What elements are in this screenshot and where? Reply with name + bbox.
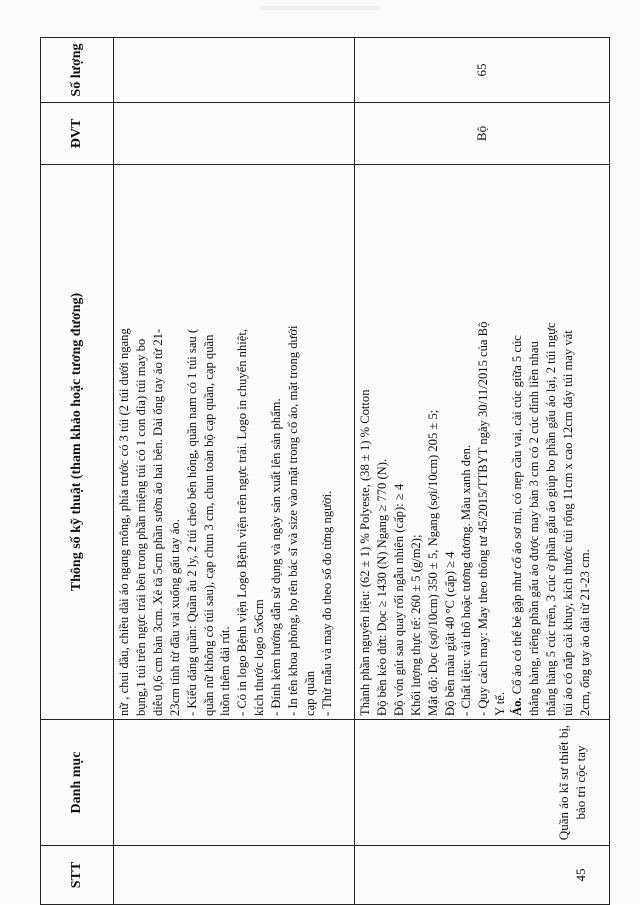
spec-line: diễu 0,6 cm bản 3cm. Xẻ tà 5cm phần sườn áo hai bên. Dài ống tay áo từ 21- — [150, 328, 165, 716]
bleed-through-mark — [260, 6, 380, 10]
spec-line: luồn thêm dải rút. — [218, 626, 233, 716]
spec-line: 23cm tính từ đầu vai xuống gấu tay áo. — [167, 519, 182, 716]
item-name: Quần áo kĩ sư thiết bị, bảo trì cộc tay — [355, 720, 610, 846]
continuation-stt — [114, 846, 355, 905]
item-stt: 45 — [355, 846, 610, 905]
header-unit: ĐVT — [41, 103, 114, 165]
continuation-unit — [114, 103, 355, 165]
spec-line: thẳng hàng 5 cúc trên, 3 cúc ở phần gấu áo giúp bo phần gấu áo lại, 2 túi ngực — [543, 322, 558, 716]
header-stt: STT — [41, 846, 114, 905]
spec-line: Độ bền kéo đứt: Dọc ≥ 1430 (N) Ngang ≥ 770 (N). — [374, 458, 389, 716]
spec-line: Độ bền màu giặt 40 °C (cấp) ≥ 4 — [442, 551, 457, 716]
spec-line: túi áo có nắp cài khuy, kích thước túi rộng 11cm x cao 12cm đáy túi may vát — [560, 330, 575, 716]
spec-line: bụng,1 túi trên ngực trái bên trong phần miệng túi có 1 con đỉa) túi may bo — [133, 338, 148, 716]
spec-line: Thành phần nguyên liệu: (62 ± 1) % Polyeste, (38 ± 1) % Cotton — [358, 389, 372, 716]
spec-line: - Quy cách may: May theo thông tư 45/2015/TTBYT ngày 30/11/2015 của Bộ — [476, 321, 491, 716]
spec-line: Mật độ: Dọc (sợi/10cm) 350 ± 5, Ngang (sợi/10cm) 205 ± 5; — [425, 409, 440, 716]
header-row — [41, 38, 114, 905]
spec-line: - Kiểu dáng quần: Quần âu 2 ly, 2 túi chéo bên hông, quần nam có 1 túi sau ( — [184, 328, 199, 716]
item-unit: Bộ — [355, 103, 610, 165]
spec-line: nữ , chui đầu, chiều dài áo ngang mông, phía trước có 3 túi (2 túi dưới ngang — [117, 328, 131, 716]
header-name: Danh mục — [41, 720, 114, 846]
continuation-qty — [114, 38, 355, 103]
spec-line: thẳng hàng, riêng phần gấu áo được may bản 3 cm có 2 cúc đính liền nhau — [527, 341, 542, 716]
spec-line: kích thước logo 5x6cm — [252, 599, 267, 716]
spec-line: 2cm, ống tay áo dài từ 21-23 cm. — [577, 549, 592, 716]
continuation-spec — [114, 165, 355, 720]
spec-line: Khối lượng thực tế: 260 ± 5 (g/m2); — [408, 534, 423, 716]
spec-line: - Chất liệu: vải thô hoặc tương đương. Màu xanh đen. — [459, 444, 474, 716]
continuation-name — [114, 720, 355, 846]
ao-label: Áo. — [510, 697, 525, 716]
spec-line: quần nữ không có túi sau), cạp chun 3 cm, chun toàn bộ cạp quần, cạp quần — [201, 334, 216, 716]
spec-line: Độ vón gút sau quay rối ngẫu nhiên (cấp): ≥ 4 — [391, 483, 406, 716]
spec-line: cạp quần — [302, 670, 317, 716]
item-spec — [355, 165, 610, 720]
spec-line: - Thử mẫu và may đo theo số đo từng người. — [319, 490, 334, 716]
continuation-row — [114, 38, 355, 905]
item-row — [355, 38, 610, 905]
spec-line-ao — [509, 168, 526, 716]
item-qty: 65 — [355, 38, 610, 103]
spec-line: - Đính kèm hướng dẫn sử dụng và ngày sản xuất lên sản phẩm. — [269, 398, 284, 716]
spec-line: Y tế. — [493, 691, 508, 716]
rotated-table-canvas — [40, 38, 610, 905]
header-qty: Số lượng — [41, 38, 114, 103]
spec-line: - In tên khoa phòng, họ tên bác sĩ và size vào mặt trong cổ áo, mặt trong dưới — [286, 325, 301, 716]
header-spec: Thông số kỹ thuật (tham khảo hoặc tương đương) — [41, 165, 114, 720]
spec-line: - Có in logo Bệnh viện Logo Bệnh viện trên ngực trái. Logo in chuyển nhiệt, — [235, 328, 250, 716]
spec-table — [40, 37, 610, 905]
ao-text: Cổ áo có thể bẻ gập như cổ áo sơ mi, có nẹp cầu vai, cài cúc giữa 5 cúc — [510, 335, 525, 698]
